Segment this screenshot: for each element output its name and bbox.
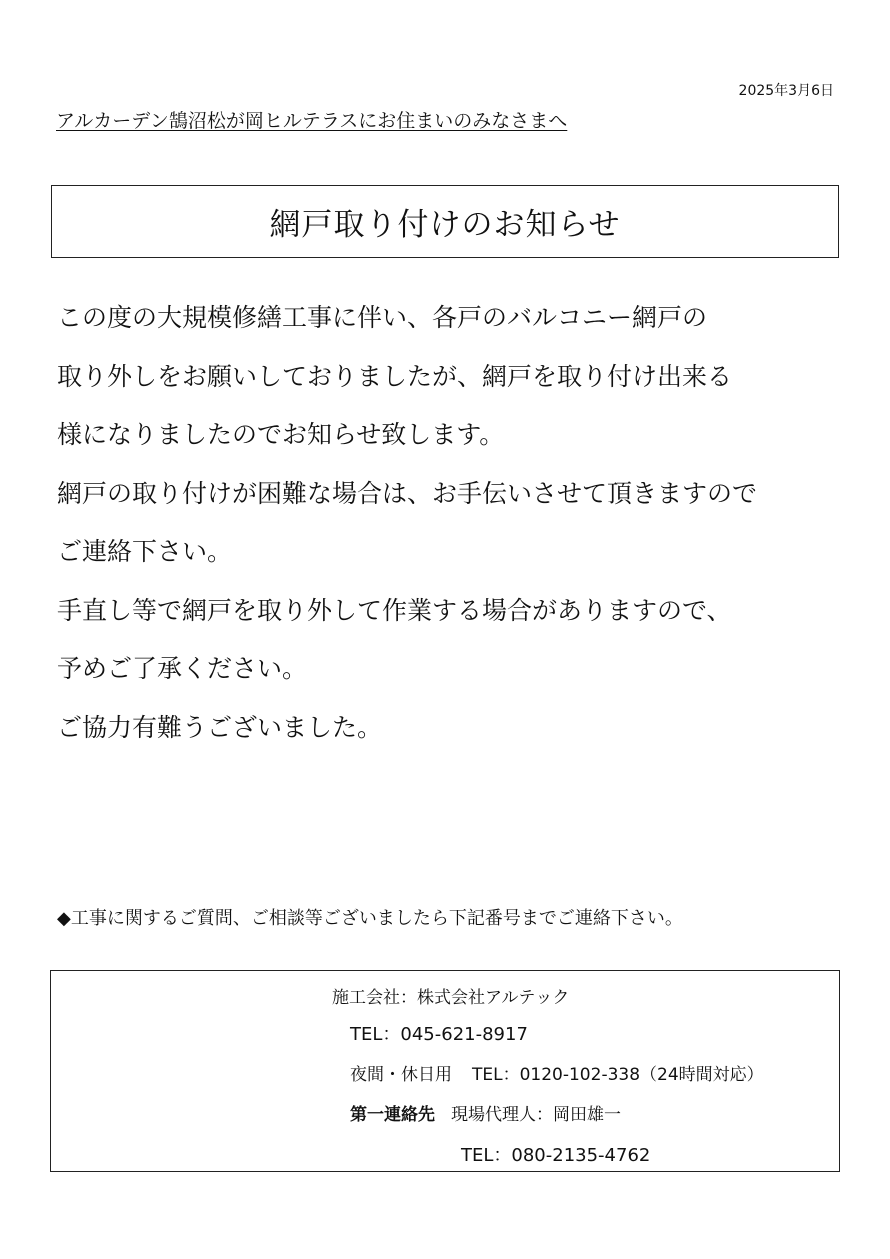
body-line: 予めご了承ください。 — [57, 654, 308, 683]
night-holiday-contact — [350, 1060, 764, 1085]
title-box — [51, 185, 839, 258]
first-contact — [350, 1100, 621, 1125]
site-agent-tel: TEL：080-2135-4762 — [461, 1145, 651, 1166]
night-holiday-tel: TEL：0120-102-338（24時間対応） — [472, 1065, 764, 1085]
body-line: ご連絡下さい。 — [57, 537, 233, 566]
notice-date: 2025年3月6日 — [738, 83, 834, 99]
recipient-line: アルカーデン鵠沼松が岡ヒルテラスにお住まいのみなさまへ — [56, 110, 568, 132]
body-line: 網戸の取り付けが困難な場合は、お手伝いさせて頂きますので — [57, 478, 758, 508]
body-line: この度の大規模修繕工事に伴い、各戸のバルコニー網戸の — [57, 303, 708, 332]
site-agent: 現場代理人：岡田雄一 — [451, 1105, 621, 1125]
body-line: 取り外しをお願いしておりましたが、網戸を取り付け出来る — [57, 361, 733, 391]
body-line: ご協力有難うございました。 — [57, 712, 383, 742]
notice-title: 網戸取り付けのお知らせ — [269, 207, 621, 243]
contact-box — [50, 970, 840, 1172]
night-holiday-label: 夜間・休日用 — [350, 1065, 452, 1085]
body-line: 手直し等で網戸を取り外して作業する場合がありますので、 — [57, 595, 732, 625]
notice-body — [57, 298, 757, 766]
contractor-company: 施工会社：株式会社アルテック — [332, 988, 570, 1008]
body-line: 様になりましたのでお知らせ致します。 — [57, 420, 505, 449]
first-contact-label: 第一連絡先 — [350, 1105, 435, 1125]
inquiry-notice: ◆工事に関するご質問、ご相談等ございましたら下記番号までご連絡下さい。 — [57, 908, 683, 929]
contractor-tel: TEL：045-621-8917 — [350, 1024, 528, 1045]
